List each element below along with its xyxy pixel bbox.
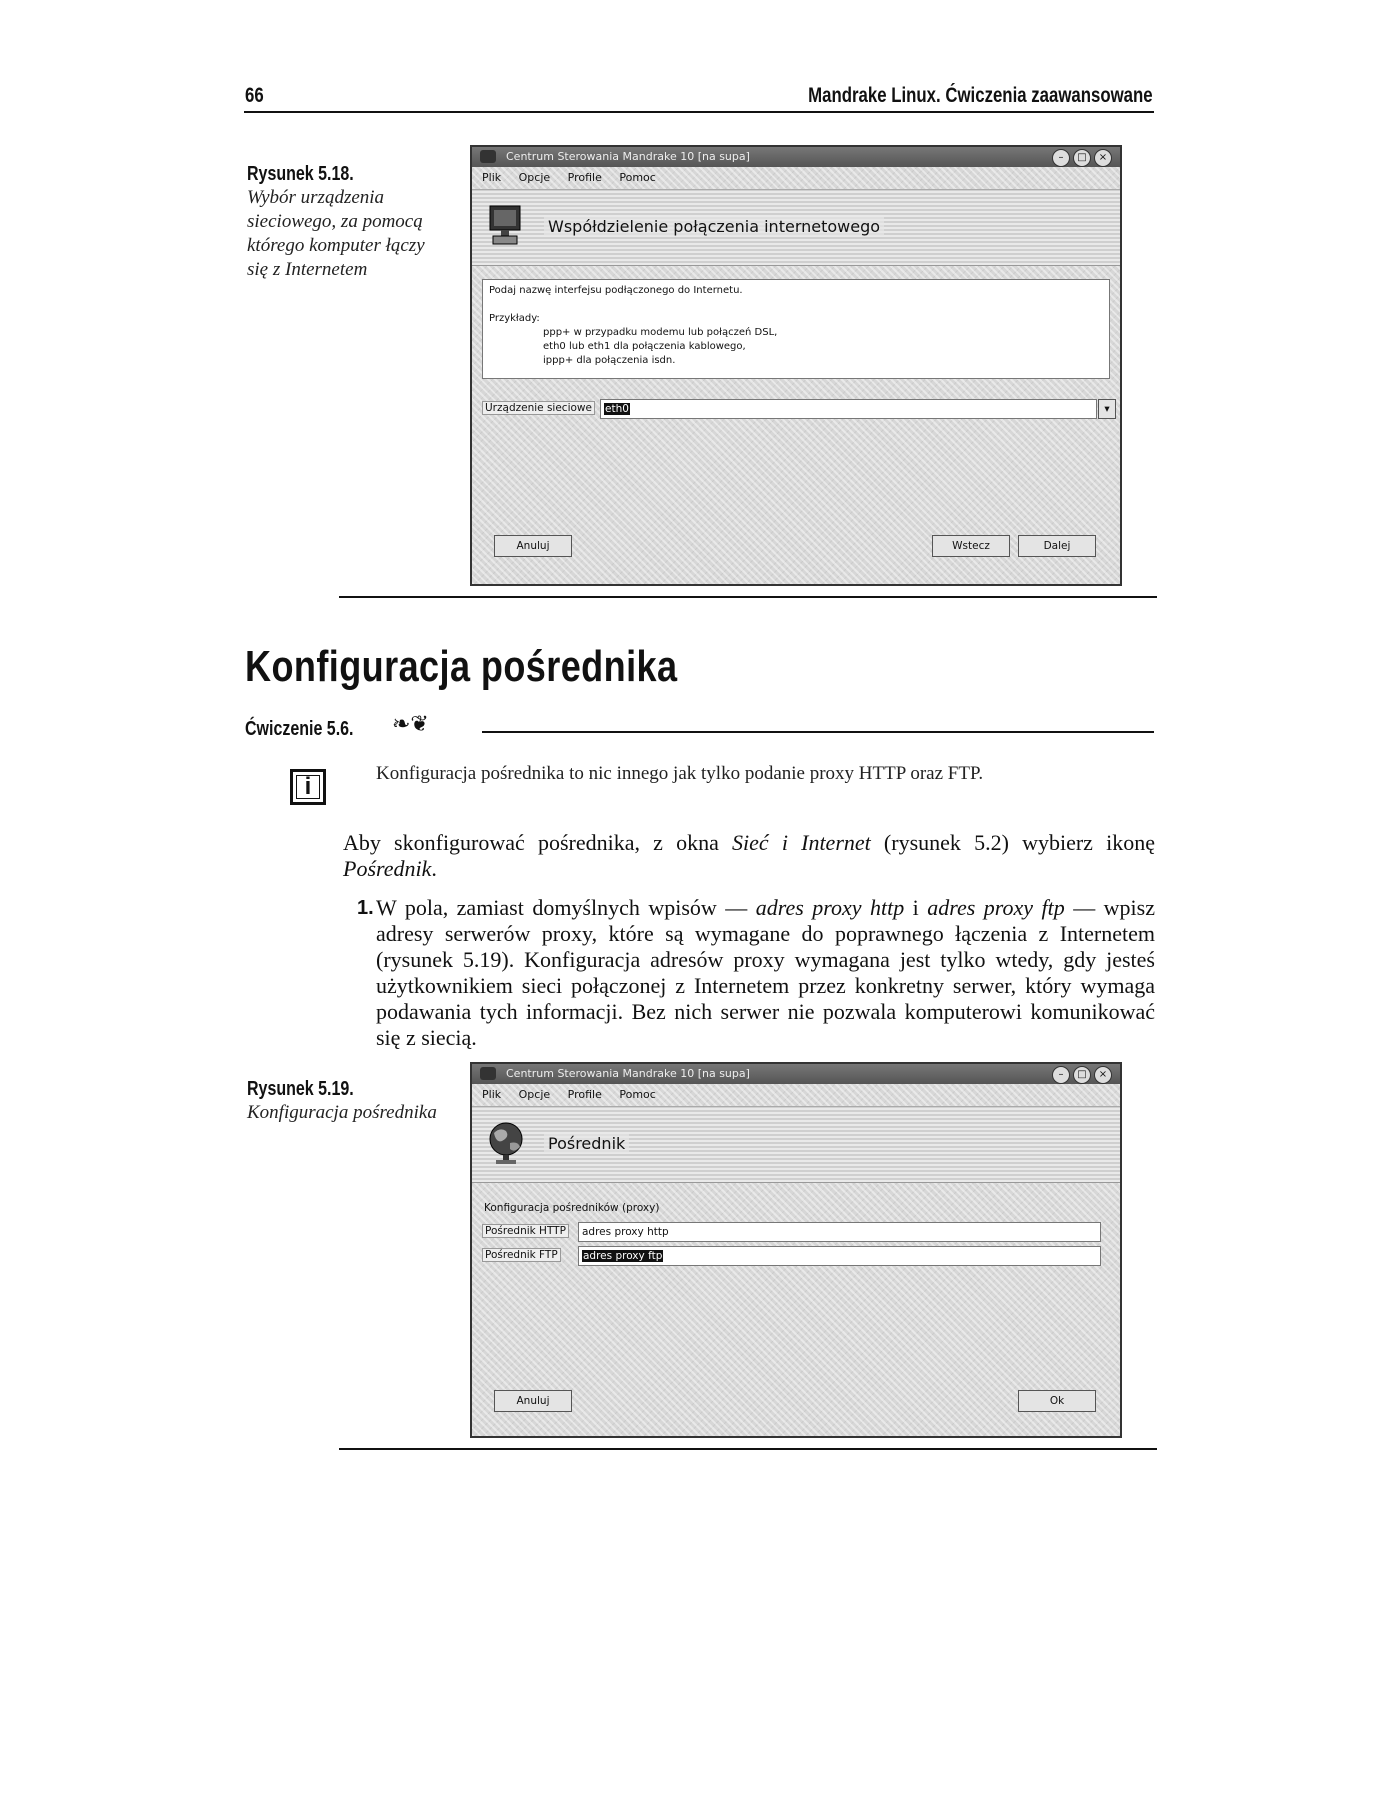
running-header: Mandrake Linux. Ćwiczenia zaawansowane	[808, 84, 1153, 107]
close-icon[interactable]: ×	[1094, 149, 1112, 167]
example-item: eth0 lub eth1 dla połączenia kablowego,	[543, 341, 746, 352]
screenshot-window-proxy	[470, 1062, 1122, 1438]
figure-caption-text: Wybór urządzenia sieciowego, za pomocą którego komputer łączy się z Internetem	[247, 187, 425, 280]
menu-pomoc[interactable]: Pomoc	[619, 171, 656, 184]
examples-label: Przykłady:	[489, 313, 540, 324]
app-icon	[480, 150, 496, 163]
wizard-banner	[472, 190, 1120, 266]
device-combobox[interactable]	[600, 399, 1097, 419]
menu-opcje[interactable]: Opcje	[518, 171, 551, 184]
http-proxy-input[interactable]: adres proxy http	[578, 1222, 1101, 1242]
ftp-proxy-input[interactable]	[578, 1246, 1101, 1266]
screenshot-window-network-device	[470, 145, 1122, 586]
window-titlebar	[472, 147, 1120, 167]
text-run: — wpisz adresy serwerów proxy, które są wymagane do poprawnego łączenia z Internetem (rysunek 5.19). Konfiguracja adresów proxy wymagana jest tylko wtedy, gdy jesteś użytkownikiem sieci połączonej z Internetem przez konkretny serwer, który wymaga podawania tych informacji. Bez nich serwer nie pozwala komputerowi komunikować się z siecią.	[376, 895, 1155, 1050]
maximize-icon[interactable]: □	[1073, 1066, 1091, 1084]
wizard-title: Pośrednik	[544, 1134, 629, 1153]
instructions-box	[482, 279, 1110, 379]
intro-paragraph	[343, 830, 1155, 882]
page-number: 66	[245, 84, 264, 107]
example-item: ppp+ w przypadku modemu lub połączeń DSL,	[543, 327, 778, 338]
device-value: eth0	[605, 403, 629, 415]
figure-number: Rysunek 5.18.	[247, 163, 354, 185]
globe-icon	[486, 1121, 526, 1165]
section-title: Konfiguracja pośrednika	[245, 642, 678, 691]
window-title: Centrum Sterowania Mandrake 10 [na supa]	[506, 1067, 750, 1080]
list-number: 1.	[357, 897, 374, 919]
menu-profile[interactable]: Profile	[567, 171, 602, 184]
exercise-label: Ćwiczenie 5.6.	[245, 718, 354, 740]
text-run: .	[431, 856, 437, 881]
figure-rule	[339, 596, 1157, 598]
figure-caption-5-19	[247, 1078, 447, 1125]
icon-name: Pośrednik	[343, 856, 432, 881]
back-button[interactable]: Wstecz	[932, 535, 1010, 557]
http-proxy-label: Pośrednik HTTP	[482, 1224, 569, 1238]
ftp-proxy-value: adres proxy ftp	[583, 1250, 663, 1262]
window-titlebar	[472, 1064, 1120, 1084]
numbered-list	[343, 895, 1155, 1051]
menu-plik[interactable]: Plik	[482, 1088, 502, 1101]
window-title: Centrum Sterowania Mandrake 10 [na supa]	[506, 150, 750, 163]
monitor-icon	[488, 204, 522, 246]
text-run: (rysunek 5.2) wybierz ikonę	[870, 830, 1155, 855]
dropdown-arrow-icon[interactable]: ▾	[1098, 399, 1116, 419]
info-icon: i	[290, 769, 326, 805]
app-icon	[480, 1067, 496, 1080]
example-item: ippp+ dla połączenia isdn.	[543, 355, 676, 366]
field-default: adres proxy ftp	[927, 895, 1065, 920]
figure-caption-5-18	[247, 163, 447, 282]
menu-plik[interactable]: Plik	[482, 171, 502, 184]
text-run: W pola, zamiast domyślnych wpisów —	[376, 895, 756, 920]
header-rule	[244, 111, 1154, 113]
instruction-line: Podaj nazwę interfejsu podłączonego do Internetu.	[489, 285, 743, 296]
field-default: adres proxy http	[755, 895, 905, 920]
cancel-button[interactable]: Anuluj	[494, 535, 572, 557]
menu-bar	[472, 1084, 1120, 1107]
maximize-icon[interactable]: □	[1073, 149, 1091, 167]
minimize-icon[interactable]: –	[1052, 149, 1070, 167]
figure-number: Rysunek 5.19.	[247, 1078, 354, 1100]
figure-rule	[339, 1448, 1157, 1450]
text-run: i	[904, 895, 928, 920]
list-item	[376, 895, 1155, 1051]
info-note: Konfiguracja pośrednika to nic innego jak tylko podanie proxy HTTP oraz FTP.	[376, 763, 984, 784]
close-icon[interactable]: ×	[1094, 1066, 1112, 1084]
ok-button[interactable]: Ok	[1018, 1390, 1096, 1412]
exercise-rule	[482, 731, 1154, 733]
proxy-group-label: Konfiguracja pośredników (proxy)	[484, 1202, 660, 1214]
menu-profile[interactable]: Profile	[567, 1088, 602, 1101]
ornament-icon: ❧❦	[392, 712, 429, 737]
device-label: Urządzenie sieciowe	[482, 401, 595, 415]
wizard-banner	[472, 1107, 1120, 1183]
minimize-icon[interactable]: –	[1052, 1066, 1070, 1084]
text-run: Aby skonfigurować pośrednika, z okna	[343, 830, 733, 855]
next-button[interactable]: Dalej	[1018, 535, 1096, 557]
menu-pomoc[interactable]: Pomoc	[619, 1088, 656, 1101]
wizard-title: Współdzielenie połączenia internetowego	[544, 217, 884, 236]
cancel-button[interactable]: Anuluj	[494, 1390, 572, 1412]
figure-caption-text: Konfiguracja pośrednika	[247, 1102, 437, 1123]
ftp-proxy-label: Pośrednik FTP	[482, 1248, 561, 1262]
menu-opcje[interactable]: Opcje	[518, 1088, 551, 1101]
window-name: Sieć i Internet	[732, 830, 871, 855]
menu-bar	[472, 167, 1120, 190]
